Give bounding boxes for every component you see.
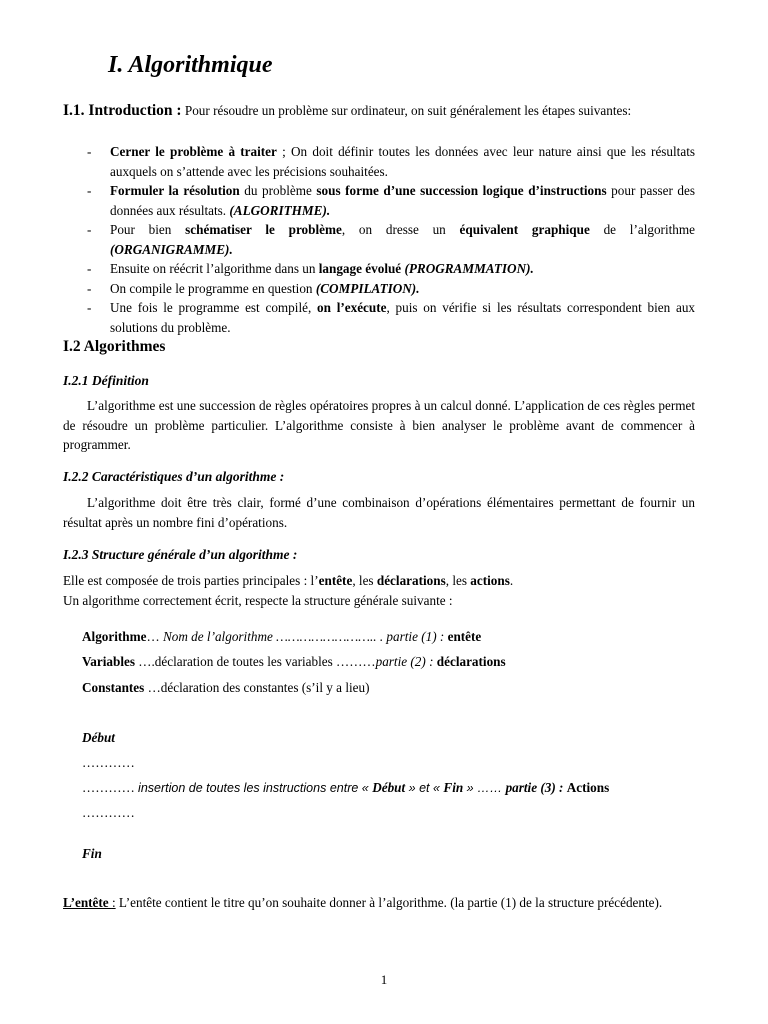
structure-variables-line: Variables ….déclaration de toutes les variables ………partie (2) : déclarations — [82, 654, 506, 669]
list-item: - Cerner le problème à traiter ; On doit définir toutes les données avec leur nature ainsi que les résultats auxquels on s’attende avec les précisions souhaitées. — [87, 144, 695, 179]
structure-fin: Fin — [82, 846, 102, 861]
list-item: - Ensuite on réécrit l’algorithme dans un langage évolué (PROGRAMMATION). — [87, 261, 534, 276]
intro-paragraph — [63, 101, 695, 121]
caracteristiques-paragraph: L’algorithme doit être très clair, formé d’une combinaison d’opérations élémentaires permettant de fournir un résultat après un nombre fini d’opérations. — [63, 495, 695, 530]
list-item: - On compile le programme en question (COMPILATION). — [87, 280, 420, 296]
intro-steps-list-container — [63, 142, 695, 337]
list-item: - Une fois le programme est compilé, on l’exécute, puis on vérifie si les résultats correspondent bien aux solutions du problème. — [87, 300, 696, 335]
structure-line-1: Elle est composée de trois parties principales : l’entête, les déclarations, les actions. — [63, 573, 514, 588]
subheading-caracteristiques: I.2.2 Caractéristiques d’un algorithme : — [63, 469, 285, 484]
list-item: - Formuler la résolution du problème sous forme d’une succession logique d’instructions pour passer des données aux résultats. (ALGORITHME). — [87, 183, 695, 218]
structure-intro-paragraph — [63, 571, 695, 610]
list-item: - Pour bien schématiser le problème, on dresse un équivalent graphique de l’algorithme (ORGANIGRAMME). — [87, 222, 695, 257]
structure-dots-2: ………… — [82, 805, 135, 820]
intro-text: Pour résoudre un problème sur ordinateur, on suit généralement les étapes suivantes: — [181, 103, 632, 118]
definition-paragraph: L’algorithme est une succession de règles opératoires propres à un calcul donné. L’application de ces règles permet de résoudre un problème particulier. L’algorithme consiste à bien analyser le problème avant de commencer à programmer. — [63, 398, 695, 452]
structure-line-2: Un algorithme correctement écrit, respecte la structure générale suivante : — [63, 592, 453, 608]
intro-steps-list — [63, 142, 695, 337]
page-number: 1 — [380, 972, 388, 987]
entete-paragraph: L’entête : L’entête contient le titre qu’on souhaite donner à l’algorithme. (la partie (1) de la structure précédente). — [63, 895, 663, 910]
entete-label: L’entête — [63, 895, 112, 910]
structure-constantes-line: Constantes …déclaration des constantes (s’il y a lieu) — [82, 680, 370, 695]
structure-instructions-line: ………… insertion de toutes les instructions entre « Début » et « Fin » …… partie (3) : Actions — [82, 780, 610, 795]
subheading-definition: I.2.1 Définition — [63, 373, 149, 388]
structure-dots-1: ………… — [82, 755, 135, 770]
section-heading-algorithmes: I.2 Algorithmes — [63, 338, 166, 355]
structure-debut: Début — [82, 730, 115, 745]
page-title: I. Algorithmique — [108, 52, 273, 78]
subheading-structure: I.2.3 Structure générale d’un algorithme : — [63, 547, 298, 562]
structure-algorithme-line: Algorithme… Nom de l’algorithme …………………….. . partie (1) : entête — [82, 629, 482, 644]
intro-heading: I.1. Introduction : — [63, 102, 182, 119]
